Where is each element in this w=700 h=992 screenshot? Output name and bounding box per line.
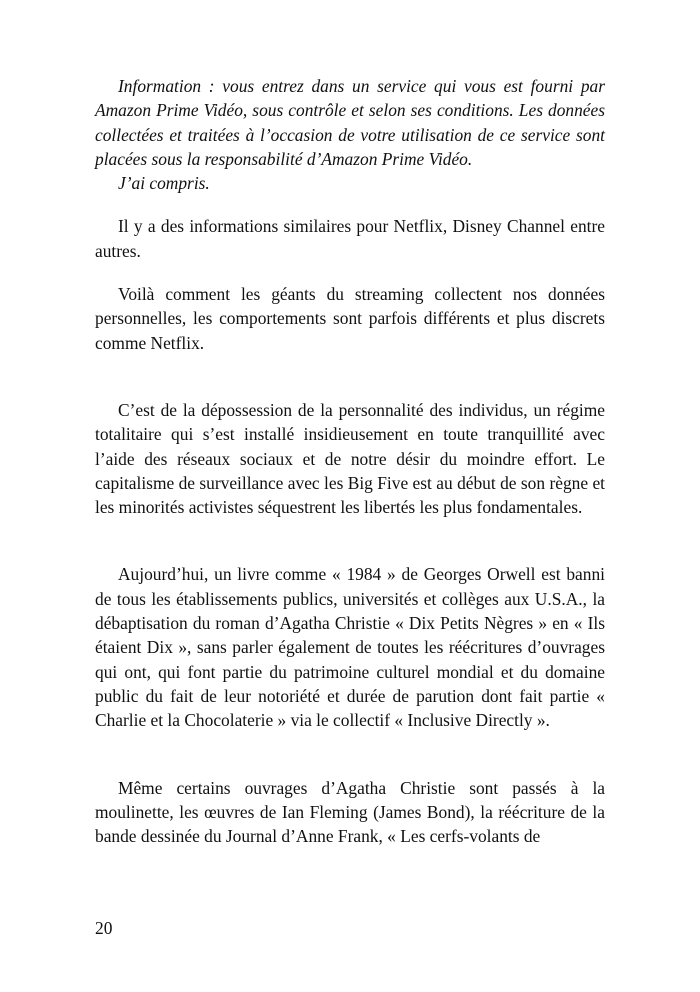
- paragraph-christie: Même certains ouvrages d’Agatha Christie sont passés à la moulinette, les œuvres de Ian Fleming (James Bond), la réécriture de la bande dessinée du Journal d’Anne Frank, « Les cerfs-volants de: [95, 777, 605, 847]
- paragraph-orwell: Aujourd’hui, un livre comme « 1984 » de Georges Orwell est banni de tous les établissements publics, universités et collèges aux U.S.A., la débaptisation du roman d’Agatha Christie « Dix Petits Nègres » en « Ils étaient Dix », sans parler également de toutes les réécritures d’ouvrages qui ont, qui font partie du patrimoine culturel mondial et du domaine public du fait de leur notoriété et durée de parution dont fait partie « Charlie et la Chocolaterie » via le collectif « Inclusive Directly ».: [95, 564, 605, 731]
- page-body: [95, 74, 605, 848]
- paragraph-gap: [95, 263, 605, 282]
- page-number: 20: [95, 918, 113, 938]
- paragraph-gap: [95, 195, 605, 214]
- paragraph-dispossession: C’est de la dépossession de la personnalité des individus, un régime totalitaire qui s’est installé insidieusement en toute tranquillité avec l’aide des réseaux sociaux et de notre désir du moindre effort. Le capitalisme de surveillance avec les Big Five est au début de son règne et les minorités activistes séquestrent les libertés les plus fondamentales.: [95, 399, 605, 518]
- paragraph-similar-info: Il y a des informations similaires pour Netflix, Disney Channel entre autres.: [95, 216, 605, 261]
- paragraph-gap: [95, 519, 605, 562]
- paragraph-notice-ack: J’ai compris.: [118, 173, 210, 194]
- paragraph-streaming: Voilà comment les géants du streaming collectent nos données personnelles, les comportements sont parfois différents et plus discrets comme Netflix.: [95, 284, 605, 353]
- paragraph-gap: [95, 733, 605, 776]
- paragraph-notice: Information : vous entrez dans un service qui vous est fourni par Amazon Prime Vidéo, sous contrôle et selon ses conditions. Les données collectées et traitées à l’occasion de votre utilisation de ce service sont placées sous la responsabilité d’Amazon Prime Vidéo.: [95, 76, 605, 169]
- paragraph-gap: [95, 355, 605, 398]
